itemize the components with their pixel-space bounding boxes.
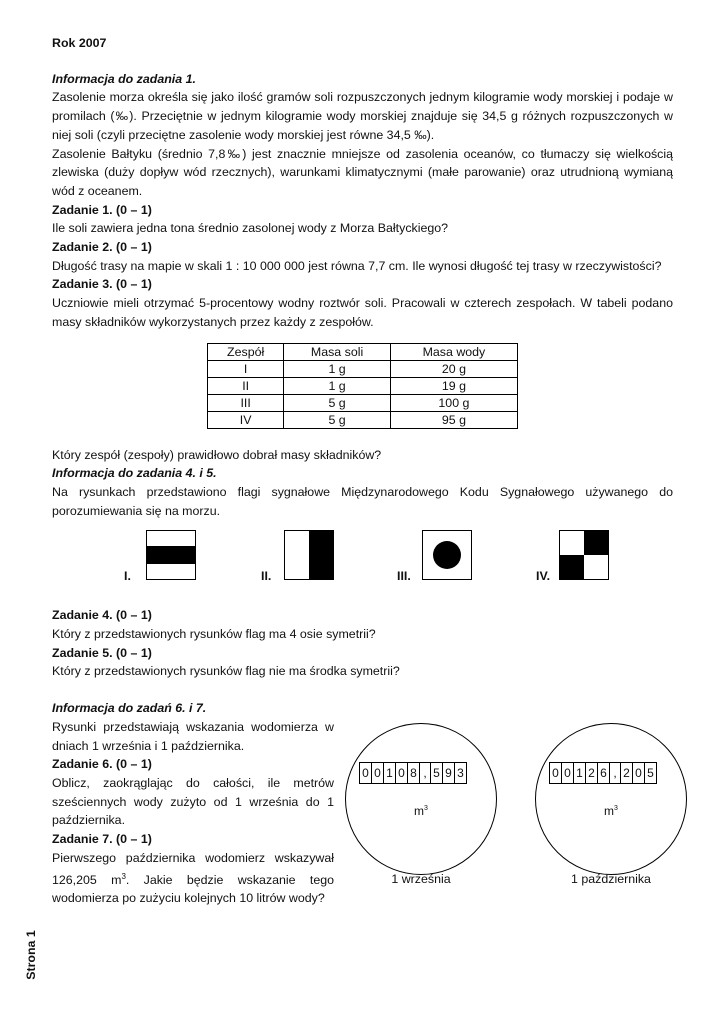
water-meter-october [535, 723, 687, 875]
flag-label-4: IV. [536, 569, 551, 584]
task3-question: Który zespół (zespoły) prawidłowo dobrał masy składników? [52, 447, 382, 462]
table-cell: III [208, 394, 284, 411]
table-row [208, 394, 518, 411]
meter-unit: $m^3$ [604, 804, 618, 818]
meter-counter: 0 0 1 2 6 , 2 0 5 [549, 762, 657, 784]
table-cell: 100 g [390, 394, 517, 411]
water-meter-september [345, 723, 497, 875]
meter-caption-september: 1 września [391, 872, 451, 886]
task2-text: Długość trasy na mapie w skali 1 : 10 000 000 jest równa 7,7 cm. Ile wynosi długość tej trasy w rzeczywistości? [52, 258, 662, 273]
task4-title: Zadanie 4. (0 – 1) [52, 608, 152, 623]
task6-title: Zadanie 6. (0 – 1) [52, 757, 152, 772]
table-row [208, 360, 518, 377]
page-number: Strona 1 [24, 930, 38, 980]
salt-table [207, 343, 518, 429]
meter-caption-october: 1 października [571, 872, 651, 886]
year-heading: Rok 2007 [52, 36, 107, 50]
meter-unit: $m^3$ [414, 804, 428, 818]
page-side-label [22, 922, 40, 992]
table-header: Masa wody [390, 343, 517, 360]
water-meters [291, 692, 666, 892]
task3-text: Uczniowie mieli otrzymać 5-procentowy wodny roztwór soli. Pracowali w czterech zespołach. W tabeli podano masy składników wykorzystanych przez każdy z zespołów. [52, 296, 673, 329]
flag-label-2: II. [261, 569, 272, 584]
table-header: Masa soli [284, 343, 391, 360]
table-row [208, 411, 518, 428]
task2-title: Zadanie 2. (0 – 1) [52, 240, 152, 255]
info1-paragraph-1: Zasolenie morza określa się jako ilość gramów soli rozpuszczonych jednym kilogramie wody morskiej i podaje w promilach (‰). Przeciętnie w jednym kilogramie wody morskiej znajduje się 34,5 g różnych rozpuszczonych w niej soli (czyli przeciętne zasolenie wody morskiej jest równe 34,5 ‰). [52, 90, 673, 142]
task7-text: Pierwszego października wodomierz wskazywał 126,205 $m^3$. Jakie będzie wskazanie tego wodomierza po zużyciu kolejnych 10 litrów wody? [52, 850, 334, 906]
table-cell: 1 g [284, 360, 391, 377]
task7-title: Zadanie 7. (0 – 1) [52, 832, 152, 847]
task5-text: Który z przedstawionych rysunków flag nie ma środka symetrii? [52, 664, 400, 679]
info45-text: Na rysunkach przedstawiono flagi sygnałowe Międzynarodowego Kodu Sygnałowego używanego do porozumiewania się na morzu. [52, 484, 673, 518]
info1-paragraph-2: Zasolenie Bałtyku (średnio 7,8‰) jest znacznie mniejsze od zasolenia oceanów, co tłumaczy się wielkością zlewiska (duży dopływ wód rzecznych), warunkami klimatycznymi (małe parowanie) oraz utrudnioną wymianą wód z oceanem. [52, 146, 673, 198]
table-header: Zespół [208, 343, 284, 360]
flag-circle-icon [422, 530, 472, 580]
task5-title: Zadanie 5. (0 – 1) [52, 645, 152, 660]
info45-heading: Informacja do zadania 4. i 5. [52, 466, 217, 481]
table-cell: 19 g [390, 377, 517, 394]
flag-label-3: III. [397, 569, 411, 584]
task1-title: Zadanie 1. (0 – 1) [52, 202, 152, 217]
task3-title: Zadanie 3. (0 – 1) [52, 277, 152, 292]
table-cell: 5 g [284, 411, 391, 428]
task4-text: Który z przedstawionych rysunków flag ma 4 osie symetrii? [52, 627, 376, 642]
task1-text: Ile soli zawiera jedna tona średnio zasolonej wody z Morza Bałtyckiego? [52, 221, 449, 236]
table-cell: IV [208, 411, 284, 428]
table-cell: I [208, 360, 284, 377]
table-cell: II [208, 377, 284, 394]
flag-horizontal-stripe-icon [146, 530, 196, 580]
info1-heading: Informacja do zadania 1. [52, 71, 196, 86]
table-cell: 20 g [390, 360, 517, 377]
table-cell: 5 g [284, 394, 391, 411]
table-header-row [208, 343, 518, 360]
task6-text: Oblicz, zaokrąglając do całości, ile metrów sześciennych wody zużyto od 1 września do 1 października. [52, 775, 334, 828]
meter-counter: 0 0 1 0 8 , 5 9 3 [359, 762, 467, 784]
flag-checkerboard-icon [559, 530, 609, 580]
table-row [208, 377, 518, 394]
info67-heading: Informacja do zadań 6. i 7. [52, 701, 207, 716]
table-cell: 1 g [284, 377, 391, 394]
flags-row [52, 528, 673, 606]
flag-vertical-half-icon [284, 530, 334, 580]
table-cell: 95 g [390, 411, 517, 428]
info67-text: Rysunki przedstawiają wskazania wodomierza w dniach 1 września i 1 października. [52, 719, 334, 753]
flag-label-1: I. [124, 569, 131, 584]
